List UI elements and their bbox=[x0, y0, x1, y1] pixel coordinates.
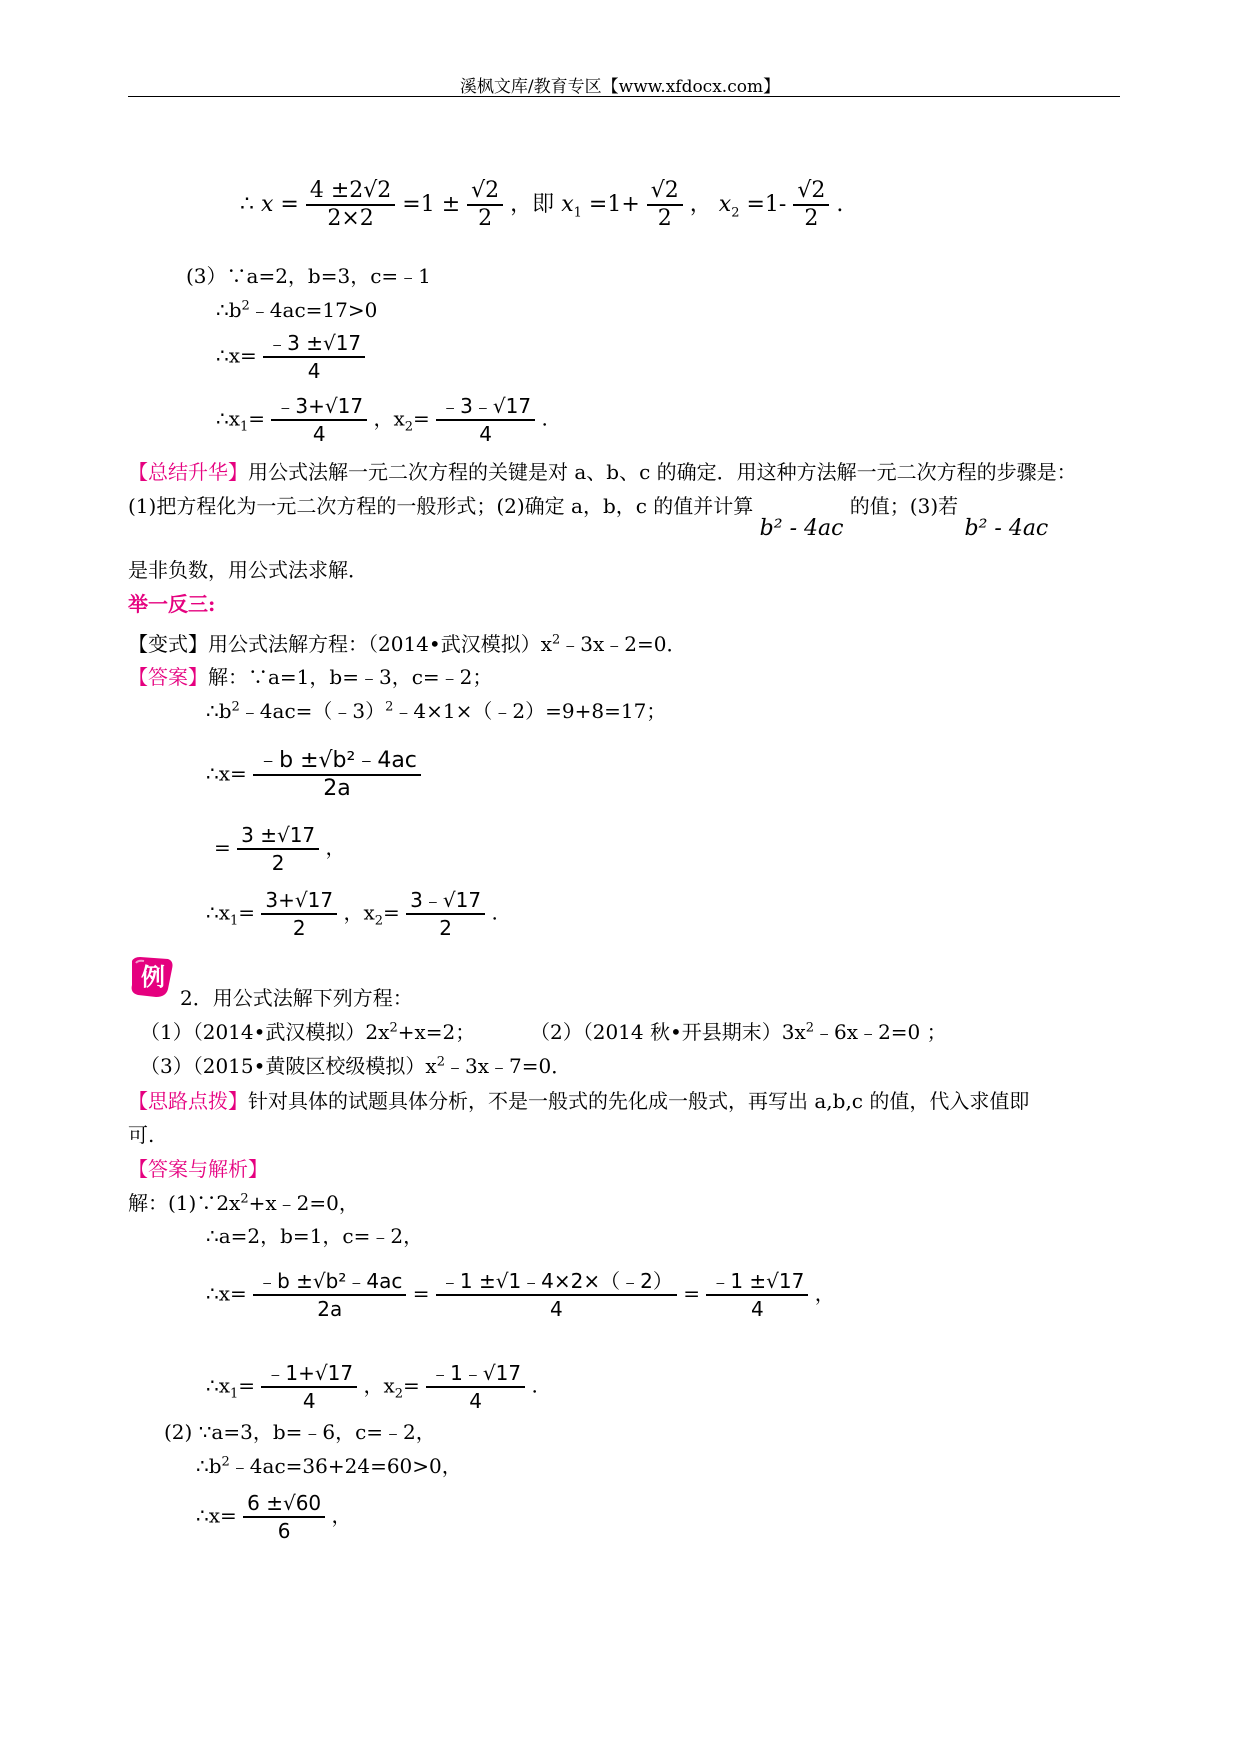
comma: ， bbox=[689, 192, 712, 217]
fraction: $\frac{﹣1 \pm√1﹣4\times 2\times(﹣2)}{4}$ bbox=[436, 1268, 677, 1322]
solution-line-2: ∴a=2，b=1，c=﹣2， bbox=[206, 1224, 424, 1248]
summary-line-2: (1)把方程化为一元二次方程的一般形式；(2)确定 a，b，c 的值并计算 b² - 4ac 的值；(3)若 b² - 4ac bbox=[128, 494, 1049, 541]
solution-tag: 【答案与解析】 bbox=[128, 1157, 268, 1181]
answer-line-1: 【答案】解：∵a=1，b=﹣3，c=﹣2； bbox=[128, 665, 493, 689]
period: . bbox=[836, 192, 844, 217]
example-badge-icon bbox=[128, 955, 178, 999]
section-title: 举一反三: bbox=[128, 592, 216, 616]
var-x: x bbox=[261, 192, 274, 217]
discriminant: b² - 4ac bbox=[964, 516, 1049, 541]
summary-line-1: 【总结升华】用公式法解一元二次方程的关键是对 a、b、c 的确定．用这种方法解一元二次方程的步骤是： bbox=[128, 460, 1077, 484]
solution-line-1: 解：$(1)\because 2x^2+x﹣2=0$， bbox=[128, 1191, 359, 1215]
fraction: $\frac{4 \pm 2√2}{2\times 2}$ bbox=[306, 178, 395, 232]
fraction: $\frac{\text{﹣b ±√b²﹣4ac}}{2a}$ bbox=[253, 1268, 406, 1322]
text-ji: ，即 bbox=[510, 192, 555, 217]
summary-tag: 【总结升华】 bbox=[128, 460, 248, 484]
example-title: 2．用公式法解下列方程： bbox=[180, 986, 413, 1010]
equals-one-pm: =1 ± bbox=[402, 192, 461, 217]
equals: =1+ bbox=[588, 192, 640, 217]
hint-line-1: 【思路点拨】针对具体的试题具体分析，不是一般式的先化成一般式，再写出 a,b,c 的值，代入求值即 bbox=[128, 1089, 1030, 1113]
therefore-symbol: ∴ bbox=[240, 192, 254, 217]
header-rule bbox=[128, 96, 1120, 97]
fraction: $\frac{\text{﹣b ±√b²﹣4ac}}{2a}$ bbox=[253, 748, 421, 802]
summary-line-3: 是非负数，用公式法求解． bbox=[128, 558, 368, 582]
p3-line-4: $\therefore x_1=$ $\frac{﹣3+√17}{4}$ ，$x_2=$ $\frac{﹣3﹣√17}{4}$ . bbox=[216, 394, 548, 446]
answer-line-4: = $\frac{3 \pm√17}{2}$ ， bbox=[214, 823, 346, 875]
answer-tag: 【答案】 bbox=[128, 665, 208, 689]
fraction: $\frac{﹣1 \pm√17}{4}$ bbox=[706, 1268, 808, 1322]
solution-part2-line-1: (2) ∵a=3，b=﹣6，c=﹣2， bbox=[164, 1420, 436, 1444]
p3-line-1: (3）∵a=2，b=3，c=﹣1 bbox=[186, 264, 431, 288]
p3-line-2: $\therefore b^2﹣4ac=17>0$ bbox=[216, 298, 378, 322]
fraction: $\frac{3+√17}{2}$ bbox=[261, 887, 337, 941]
example-q1: （1）（2014•武汉模拟）$2x^2+x=2$； bbox=[140, 1020, 476, 1044]
answer-line-5: $\therefore x_1=$ $\frac{3+√17}{2}$ ，$x_2=$ $\frac{3﹣√17}{2}$ . bbox=[206, 888, 498, 940]
solution-part2-line-2: $\therefore b^2﹣4ac=36+24=60>0$， bbox=[196, 1454, 462, 1478]
solution-part2-line-3: ∴x= $\frac{6 \pm√60}{6}$ ， bbox=[196, 1491, 352, 1543]
equals: =1- bbox=[746, 192, 787, 217]
hint-tag: 【思路点拨】 bbox=[128, 1089, 248, 1113]
subscript: 2 bbox=[731, 205, 740, 221]
equals: = bbox=[280, 192, 299, 217]
solution-line-3: ∴x= $\frac{\text{﹣b ±√b²﹣4ac}}{2a}$ = $\frac{﹣1 \pm√1﹣4\times 2\times(﹣2)}{4}$ = $\frac{﹣1 \pm√17}{4}$ ， bbox=[206, 1269, 835, 1321]
example-q3: （3）（2015•黄陂区校级模拟）$x^2﹣3x﹣7=0$． bbox=[140, 1054, 572, 1078]
p3-line-3: ∴x= $\frac{﹣3 \pm√17}{4}$ bbox=[216, 330, 365, 384]
fraction: $\frac{√2}{2}$ bbox=[647, 178, 683, 232]
discriminant: b² - 4ac bbox=[759, 516, 844, 541]
hint-line-2: 可. bbox=[128, 1123, 155, 1147]
answer-line-2: $\therefore b^2﹣4ac=(﹣3)^2﹣4\times 1\times(﹣2)=9+8=17$； bbox=[206, 699, 667, 723]
fraction: $\frac{3 \pm√17}{2}$ bbox=[237, 822, 319, 876]
answer-line-3: ∴x= $\frac{\text{﹣b ±√b²﹣4ac}}{2a}$ bbox=[206, 748, 421, 802]
svg-text:例: 例 bbox=[141, 963, 165, 991]
var-x2: x bbox=[718, 192, 732, 217]
var-x1: x bbox=[561, 192, 574, 217]
fraction: $\frac{3﹣√17}{2}$ bbox=[406, 887, 485, 941]
fraction: $\frac{﹣1+√17}{4}$ bbox=[261, 1360, 357, 1414]
fraction: $\frac{√2}{2}$ bbox=[793, 178, 829, 232]
fraction: $\frac{﹣3+√17}{4}$ bbox=[271, 393, 367, 447]
variant-line: 【变式】用公式法解方程：（2014•武汉模拟）$x^2﹣3x﹣2=0$． bbox=[128, 632, 687, 656]
fraction: $\frac{﹣3﹣√17}{4}$ bbox=[436, 393, 535, 447]
fraction: $\frac{﹣1﹣√17}{4}$ bbox=[426, 1360, 525, 1414]
example-q2: （2）（2014 秋•开县期末）$3x^2﹣6x﹣2=0$ ； bbox=[530, 1020, 947, 1044]
solution-line-4: $\therefore x_1=$ $\frac{﹣1+√17}{4}$ ，$x_2=$ $\frac{﹣1﹣√17}{4}$ . bbox=[206, 1361, 538, 1413]
fraction: $\frac{6 \pm√60}{6}$ bbox=[243, 1490, 325, 1544]
fraction: $\frac{﹣3 \pm√17}{4}$ bbox=[263, 330, 365, 384]
fraction: $\frac{√2}{2}$ bbox=[467, 178, 503, 232]
equation-line-1 bbox=[240, 178, 843, 232]
subscript: 1 bbox=[573, 205, 582, 221]
page-header: 溪枫文库/教育专区【www.xfdocx.com】 bbox=[459, 77, 781, 97]
